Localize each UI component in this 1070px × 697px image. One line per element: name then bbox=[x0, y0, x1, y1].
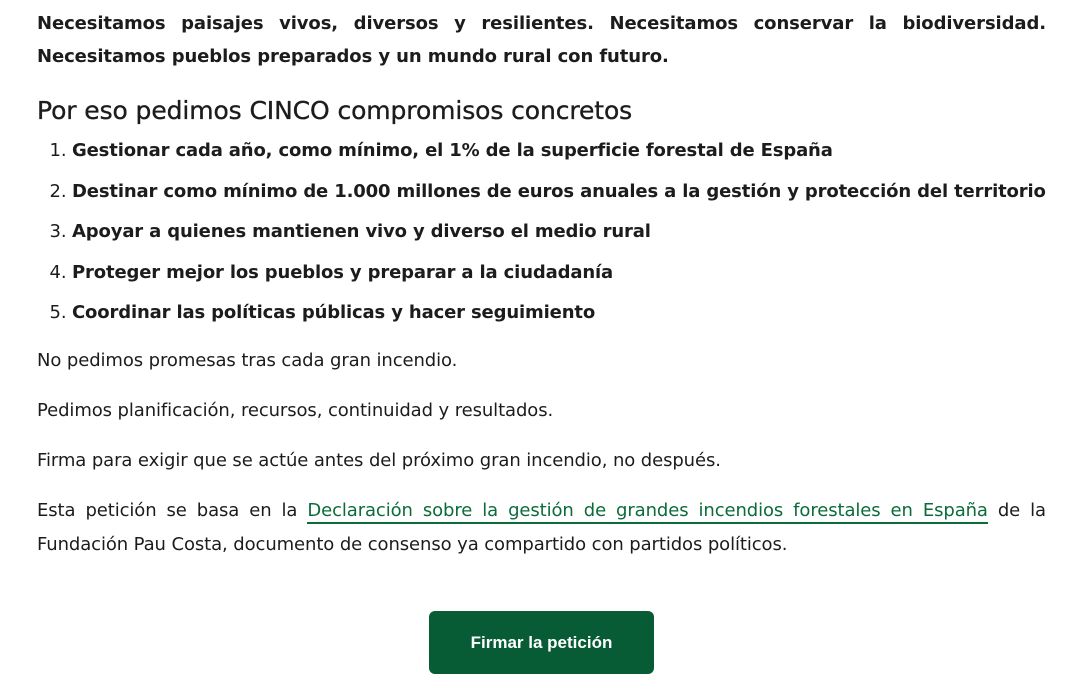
sign-call-paragraph: Firma para exigir que se actúe antes del próximo gran incendio, no después. bbox=[37, 449, 721, 471]
source-text-after: de la Fundación Pau Costa, documento de consenso ya compartido con partidos políticos. bbox=[37, 499, 1046, 555]
commitment-item-2: 2. Destinar como mínimo de 1.000 millones de euros anuales a la gestión y protección del territorio bbox=[72, 182, 1046, 202]
commitments-list bbox=[37, 141, 1046, 323]
commitment-item-4: 4. Proteger mejor los pueblos y preparar a la ciudadanía bbox=[72, 263, 1046, 283]
cta-container bbox=[429, 611, 654, 674]
intro-paragraph: Necesitamos paisajes vivos, diversos y resilientes. Necesitamos conservar la biodiversidad. Necesitamos pueblos preparados y un mundo rural con futuro. bbox=[37, 13, 1046, 67]
commitment-item-3: 3. Apoyar a quienes mantienen vivo y diverso el medio rural bbox=[72, 222, 1046, 242]
petition-content bbox=[0, 7, 1070, 697]
no-promises-paragraph: No pedimos promesas tras cada gran incendio. bbox=[37, 349, 458, 371]
source-text-before: Esta petición se basa en la bbox=[37, 499, 308, 521]
sign-petition-button[interactable]: Firmar la petición bbox=[429, 611, 654, 674]
declaration-link[interactable]: Declaración sobre la gestión de grandes incendios forestales en España bbox=[307, 500, 988, 524]
commitments-heading: Por eso pedimos CINCO compromisos concretos bbox=[37, 96, 633, 125]
commitment-item-5: 5. Coordinar las políticas públicas y hacer seguimiento bbox=[72, 303, 1046, 323]
source-paragraph bbox=[37, 494, 1046, 562]
commitment-item-1: 1. Gestionar cada año, como mínimo, el 1% de la superficie forestal de España bbox=[72, 141, 1046, 161]
we-ask-paragraph: Pedimos planificación, recursos, continuidad y resultados. bbox=[37, 399, 554, 421]
